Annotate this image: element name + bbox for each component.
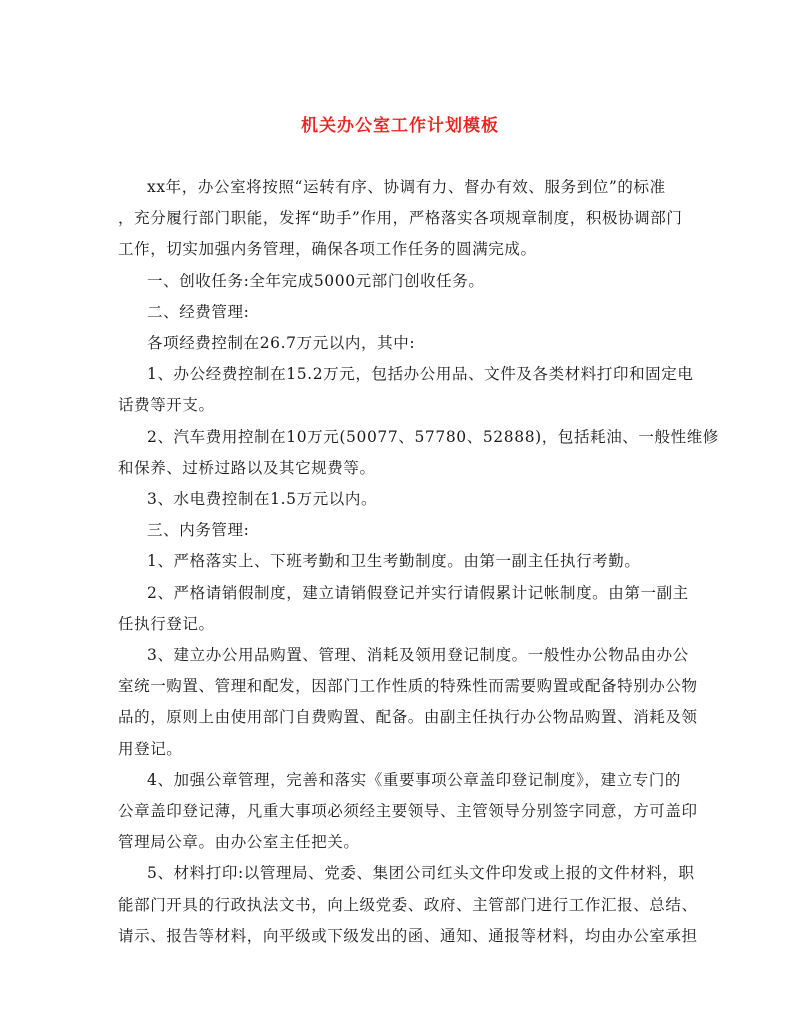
paragraph-line: 工作，切实加强内务管理，确保各项工作任务的圆满完成。 [118, 240, 537, 258]
paragraph-line: 管理局公章。由办公室主任把关。 [118, 833, 360, 851]
paragraph-line: 和保养、过桥过路以及其它规费等。 [118, 459, 376, 477]
paragraph-line: 各项经费控制在26.7万元以内，其中: [147, 334, 416, 352]
paragraph-line: 室统一购置、管理和配发，因部门工作性质的特殊性而需要购置或配备特别办公物 [118, 677, 698, 695]
paragraph-line: 1、严格落实上、下班考勤和卫生考勤制度。由第一副主任执行考勤。 [147, 552, 641, 570]
paragraph-line: 话费等开支。 [118, 396, 215, 414]
document-title: 机关办公室工作计划模板 [301, 116, 499, 136]
paragraph-line: ，充分履行部门职能，发挥“助手”作用，严格落实各项规章制度，积极协调部门 [118, 209, 683, 227]
paragraph-line: 二、经费管理: [147, 303, 250, 321]
paragraph-line: 品的，原则上由使用部门自费购置、配备。由副主任执行办公物品购置、消耗及领 [118, 708, 698, 726]
paragraph-line: 2、汽车费用控制在10万元(50077、57780、52888)，包括耗油、一般性维修 [147, 428, 719, 446]
paragraph-line: 3、建立办公用品购置、管理、消耗及领用登记制度。一般性办公物品由办公 [147, 646, 689, 664]
paragraph-line: 一、创收任务:全年完成5000元部门创收任务。 [147, 272, 485, 290]
paragraph-line: 能部门开具的行政执法文书，向上级党委、政府、主管部门进行工作汇报、总结、 [118, 896, 698, 914]
paragraph-line: 请示、报告等材料，向平级或下级发出的函、通知、通报等材料，均由办公室承担 [118, 927, 698, 945]
paragraph-line: 4、加强公章管理，完善和落实《重要事项公章盖印登记制度》，建立专门的 [147, 771, 682, 789]
paragraph-line: 任执行登记。 [118, 615, 215, 633]
paragraph-line: 公章盖印登记薄，凡重大事项必须经主要领导、主管领导分别签字同意，方可盖印 [118, 802, 698, 820]
paragraph-line: 用登记。 [118, 740, 183, 758]
paragraph-line: 2、严格请销假制度，建立请销假登记并实行请假累计记帐制度。由第一副主 [147, 584, 689, 602]
paragraph-line: xx年，办公室将按照“运转有序、协调有力、督办有效、服务到位”的标准 [147, 178, 666, 196]
paragraph-line: 5、材料打印:以管理局、党委、集团公司红头文件印发或上报的文件材料，职 [147, 864, 695, 882]
paragraph-line: 3、水电费控制在1.5万元以内。 [147, 490, 378, 508]
paragraph-line: 1、办公经费控制在15.2万元，包括办公用品、文件及各类材料打印和固定电 [147, 365, 694, 383]
paragraph-line: 三、内务管理: [147, 521, 250, 539]
